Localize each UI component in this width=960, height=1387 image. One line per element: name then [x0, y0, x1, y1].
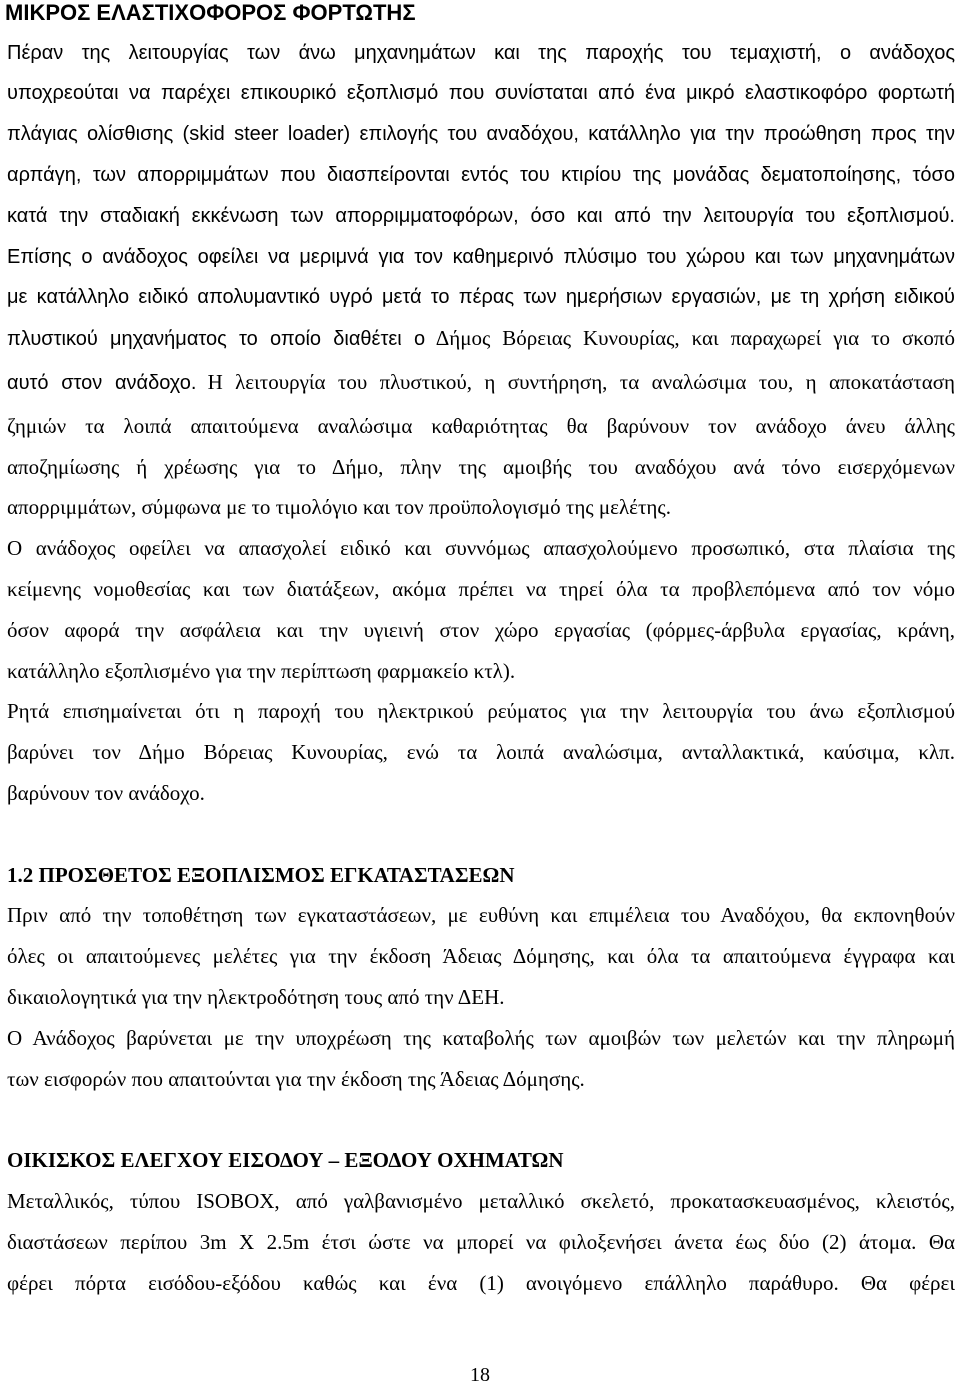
- text-line: υποχρεούται να παρέχει επικουρικό εξοπλισμό που συνίσταται από ένα μικρό ελαστικοφόρο φορτωτή: [7, 82, 955, 105]
- text-line: διαστάσεων περίπου 3m X 2.5m έτσι ώστε να μπορεί να φιλοξενήσει άνετα έως δύο (2) άτομα. Θα: [7, 1229, 955, 1254]
- section-heading-kiosk: ΟΙΚΙΣΚΟΣ ΕΛΕΓΧΟΥ ΕΙΣΟΔΟΥ – ΕΞΟΔΟΥ ΟΧΗΜΑΤΩΝ: [7, 1148, 564, 1173]
- text-run: πλυστικού μηχανήματος το οποίο διαθέτει ο: [7, 328, 426, 351]
- text-line: κατάλληλο εξοπλισμένο για την περίπτωση φαρμακείο κτλ).: [7, 658, 516, 683]
- text-run: αυτό στον ανάδοχο.: [7, 371, 197, 394]
- text-line: [7, 318, 955, 362]
- text-line: Μεταλλικός, τύπου ISOBOX, από γαλβανισμένο μεταλλικό σκελετό, προκατασκευασμένος, κλειστός,: [7, 1188, 955, 1213]
- text-line: ζημιών τα λοιπά απαιτούμενα αναλώσιμα καθαριότητας θα βαρύνουν τον ανάδοχο άνευ άλλης: [7, 413, 955, 438]
- page-number: 18: [470, 1364, 490, 1386]
- text-run: Δήμος Βόρειας Κυνουρίας, και παραχωρεί για το σκοπό: [435, 326, 956, 351]
- text-line: όλες οι απαιτούμενες μελέτες για την έκδοση Άδειας Δόμησης, και όλα τα απαιτούμενα έγγραφα και: [7, 944, 955, 969]
- page-body: [7, 0, 955, 1303]
- text-line: όσον αφορά την ασφάλεια και την υγιεινή στον χώρο εργασίας (φόρμες-άρβυλα εργασίας, κράνη,: [7, 617, 955, 642]
- section-heading-equipment: 1.2 ΠΡΟΣΘΕΤΟΣ ΕΞΟΠΛΙΣΜΟΣ ΕΓΚΑΤΑΣΤΑΣΕΩΝ: [7, 862, 515, 887]
- text-line: κατά την σταδιακή εκκένωση των απορριμματοφόρων, όσο και από την λειτουργία του εξοπλισμού.: [7, 204, 955, 227]
- text-line: απορριμμάτων, σύμφωνα με το τιμολόγιο και τον προϋπολογισμό της μελέτης.: [7, 495, 671, 520]
- text-line: Πέραν της λειτουργίας των άνω μηχανημάτων και της παροχής του τεμαχιστή, ο ανάδοχος: [7, 41, 955, 64]
- text-line: αποζημίωσης ή χρέωσης για το Δήμο, πλην της αμοιβής του αναδόχου ανά τόνο εισερχόμενων: [7, 454, 955, 479]
- text-line: φέρει πόρτα εισόδου-εξόδου καθώς και ένα (1) ανοιγόμενο επάλληλο παράθυρο. Θα φέρει: [7, 1270, 955, 1295]
- text-line: αρπάγη, των απορριμμάτων που διασπείρονται εντός του κτιρίου της μονάδας δεματοποίησης, τόσο: [7, 163, 955, 186]
- text-line: Πριν από την τοποθέτηση των εγκαταστάσεων, με ευθύνη και επιμέλεια του Αναδόχου, θα εκπονηθούν: [7, 903, 955, 928]
- text-line: βαρύνει τον Δήμο Βόρειας Κυνουρίας, ενώ τα λοιπά αναλώσιμα, ανταλλακτικά, καύσιμα, κλπ.: [7, 740, 955, 765]
- text-line: Ρητά επισημαίνεται ότι η παροχή του ηλεκτρικού ρεύματος για την λειτουργία του άνω εξοπλισμού: [7, 699, 955, 724]
- blank-line: [7, 1099, 955, 1140]
- text-line: [7, 362, 955, 406]
- text-line: κείμενης νομοθεσίας και των διατάξεων, ακόμα πρέπει να τηρεί όλα τα προβλεπόμενα από τον νόμο: [7, 576, 955, 601]
- blank-line: [7, 814, 955, 855]
- section-heading-loader: ΜΙΚΡΟΣ ΕΛΑΣΤΙΧΟΦΟΡΟΣ ΦΟΡΤΩΤΗΣ: [5, 0, 416, 25]
- text-line: πλάγιας ολίσθισης (skid steer loader) επιλογής του αναδόχου, κατάλληλο για την προώθηση προς την: [7, 123, 955, 146]
- text-line: Ο ανάδοχος οφείλει να απασχολεί ειδικό και συννόμως απασχολούμενο προσωπικό, στα πλαίσια της: [7, 536, 955, 561]
- text-line: δικαιολογητικά για την ηλεκτροδότηση τους από την ΔΕΗ.: [7, 984, 505, 1009]
- text-line: βαρύνουν τον ανάδοχο.: [7, 780, 205, 805]
- text-line: των εισφορών που απαιτούνται για την έκδοση της Άδειας Δόμησης.: [7, 1066, 585, 1091]
- text-run: Η λειτουργία του πλυστικού, η συντήρηση, τα αναλώσιμα του, η αποκατάσταση: [207, 369, 956, 394]
- text-line: με κατάλληλο ειδικό απολυμαντικό υγρό μετά το πέρας των ημερήσιων εργασιών, με τη χρήση ειδικού: [7, 286, 955, 309]
- text-line: Επίσης ο ανάδοχος οφείλει να μεριμνά για τον καθημερινό πλύσιμο του χώρου και των μηχανημάτων: [7, 245, 955, 268]
- text-line: Ο Ανάδοχος βαρύνεται με την υποχρέωση της καταβολής των αμοιβών των μελετών και την πληρωμή: [7, 1025, 955, 1050]
